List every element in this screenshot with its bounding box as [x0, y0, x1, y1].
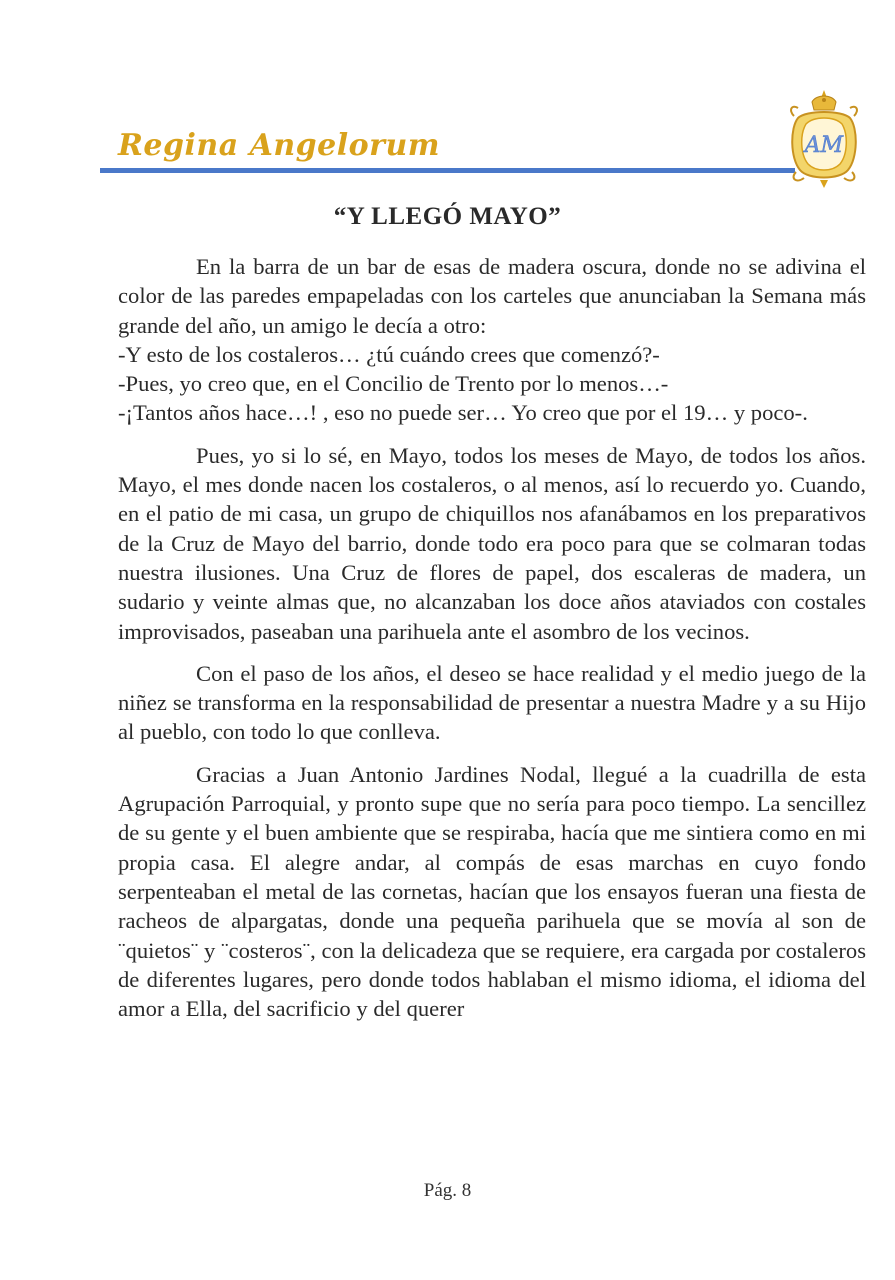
emblem-monogram: AM: [804, 133, 844, 158]
dialogue-line: -Y esto de los costaleros… ¿tú cuándo crees que comenzó?-: [118, 341, 660, 367]
paragraph: Pues, yo si lo sé, en Mayo, todos los meses de Mayo, de todos los años. Mayo, el mes donde nacen los costaleros, o al menos, así lo recuerdo yo. Cuando, en el patio de mi casa, un grupo de chiquillos nos afanábamos en los preparativos de la Cruz de Mayo del barrio, donde todo era poco para que se colmaran todas nuestra ilusiones. Una Cruz de flores de papel, dos escaleras de madera, un sudario y veinte almas que, no alcanzaban los doce años ataviados con costales improvisados, paseaban una parihuela ante el asombro de los vecinos.: [118, 442, 866, 644]
article-title: “Y LLEGÓ MAYO”: [333, 203, 562, 230]
article-body: [118, 252, 866, 1023]
publication-title: Regina Angelorum: [118, 128, 441, 163]
marian-emblem-icon: [786, 88, 862, 190]
header-divider: [100, 168, 795, 173]
dialogue-line: -¡Tantos años hace…! , eso no puede ser… Yo creo que por el 19… y poco-.: [118, 400, 808, 426]
dialogue-line: -Pues, yo creo que, en el Concilio de Trento por lo menos…-: [118, 371, 669, 397]
paragraph: En la barra de un bar de esas de madera oscura, donde no se adivina el color de las paredes empapeladas con los carteles que anunciaban la Semana más grande del año, un amigo le decía a otro:: [118, 254, 866, 338]
paragraph: Gracias a Juan Antonio Jardines Nodal, llegué a la cuadrilla de esta Agrupación Parroquial, y pronto supe que no sería para poco tiempo. La sencillez de su gente y el buen ambiente que se respiraba, hacía que me sintiera como en mi propia casa. El alegre andar, al compás de esas marchas en cuyo fondo serpenteaban el metal de las cornetas, hacían que los ensayos fueran una fiesta de racheos de alpargatas, donde una pequeña parihuela que se movía al son de ¨quietos¨ y ¨costeros¨, con la delicadeza que se requiere, era cargada por costaleros de diferentes lugares, pero donde todos hablaban el mismo idioma, el idioma del amor a Ella, del sacrificio y del querer: [118, 761, 866, 1022]
paragraph: Con el paso de los años, el deseo se hace realidad y el medio juego de la niñez se transforma en la responsabilidad de presentar a nuestra Madre y a su Hijo al pueblo, con todo lo que conlleva.: [118, 660, 866, 745]
page-number: Pág. 8: [423, 1180, 472, 1201]
